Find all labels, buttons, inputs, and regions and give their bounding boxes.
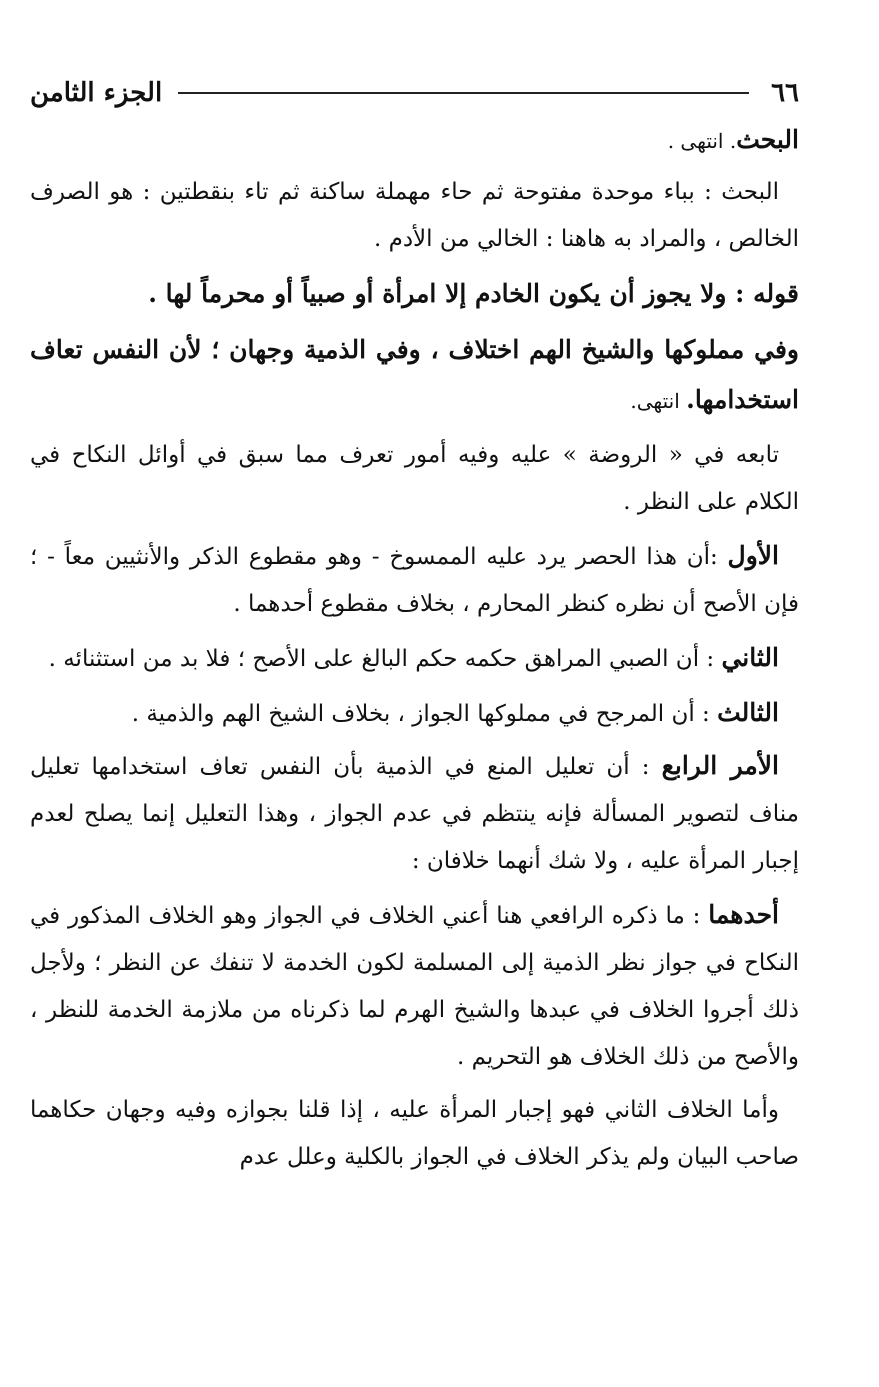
paragraph-2 [30, 169, 799, 263]
paragraph-text: : ما ذكره الرافعي هنا أعني الخلاف في الجواز وهو الخلاف المذكور في النكاح في جواز نظر الذمية إلى المسلمة لكون الخدمة لا تنفك عن النظر ؛ ولأجل ذلك أجروا الخلاف في عبدها والشيخ الهرم لما ذكرناه من ملازمة الخدمة للنظر ، والأصح من ذلك الخلاف هو التحريم . [30, 903, 799, 1070]
page-header [30, 70, 799, 116]
paragraph-3 [30, 269, 799, 319]
paragraph-text: : أن تعليل المنع في الذمية بأن النفس تعاف استخدامها تعليل مناف لتصوير المسألة فإنه ينتظم في عدم الجواز ، وهذا التعليل إنما يصلح لعدم إجبار المرأة عليه ، ولا شك أنهما خلافان : [30, 754, 799, 874]
paragraph-1 [30, 116, 799, 165]
paragraph-text: : أن الصبي المراهق حكمه حكم البالغ على الأصح ؛ فلا بد من استثنائه . [48, 646, 722, 672]
paragraph-text: البحث : بباء موحدة مفتوحة ثم حاء مهملة ساكنة ثم تاء بنقطتين : هو الصرف الخالص ، والمراد به هاهنا : الخالي من الأدم . [30, 179, 799, 252]
paragraph-10 [30, 891, 799, 1081]
paragraph-text: وأما الخلاف الثاني فهو إجبار المرأة عليه ، إذا قلنا بجوازه وفيه وجهان حكاهما صاحب البيان ولم يذكر الخلاف في الجواز بالكلية وعلل عدم [30, 1097, 799, 1170]
paragraph-lead: البحث [736, 125, 799, 154]
paragraph-4 [30, 325, 799, 426]
paragraph-11 [30, 1087, 799, 1181]
paragraph-text: :أن هذا الحصر يرد عليه الممسوخ - وهو مقطوع الذكر والأنثيين معاً - ؛ فإن الأصح أن نظره كنظر المحارم ، بخلاف مقطوع أحدهما . [30, 544, 799, 617]
paragraph-text: : أن المرجح في مملوكها الجواز ، بخلاف الشيخ الهم والذمية . [131, 701, 718, 727]
paragraph-lead: قوله : ولا يجوز أن يكون الخادم إلا امرأة أو صبياً أو محرماً لها . [148, 279, 799, 308]
paragraph-7 [30, 634, 799, 683]
paragraph-lead: الثاني [721, 643, 779, 672]
header-rule [178, 92, 749, 94]
paragraph-8 [30, 689, 799, 738]
paragraph-lead: وفي مملوكها والشيخ الهم اختلاف ، وفي الذمية وجهان ؛ لأن النفس تعاف استخدامها. [30, 335, 799, 414]
paragraph-lead: الثالث [717, 698, 779, 727]
paragraph-6 [30, 532, 799, 628]
paragraph-text: تابعه في « الروضة » عليه وفيه أمور تعرف مما سبق في أوائل النكاح في الكلام على النظر . [30, 442, 799, 515]
paragraph-9 [30, 742, 799, 885]
paragraph-lead: الأمر الرابع [661, 751, 779, 780]
paragraph-text: . انتهى . [667, 129, 737, 153]
paragraph-5 [30, 432, 799, 526]
paragraph-lead: أحدهما [708, 900, 779, 929]
book-page [30, 60, 799, 1187]
paragraph-text: انتهى. [630, 389, 687, 413]
part-title: الجزء الثامن [30, 78, 163, 108]
paragraph-lead: الأول [727, 541, 779, 570]
page-number: ٦٦ [771, 78, 799, 108]
